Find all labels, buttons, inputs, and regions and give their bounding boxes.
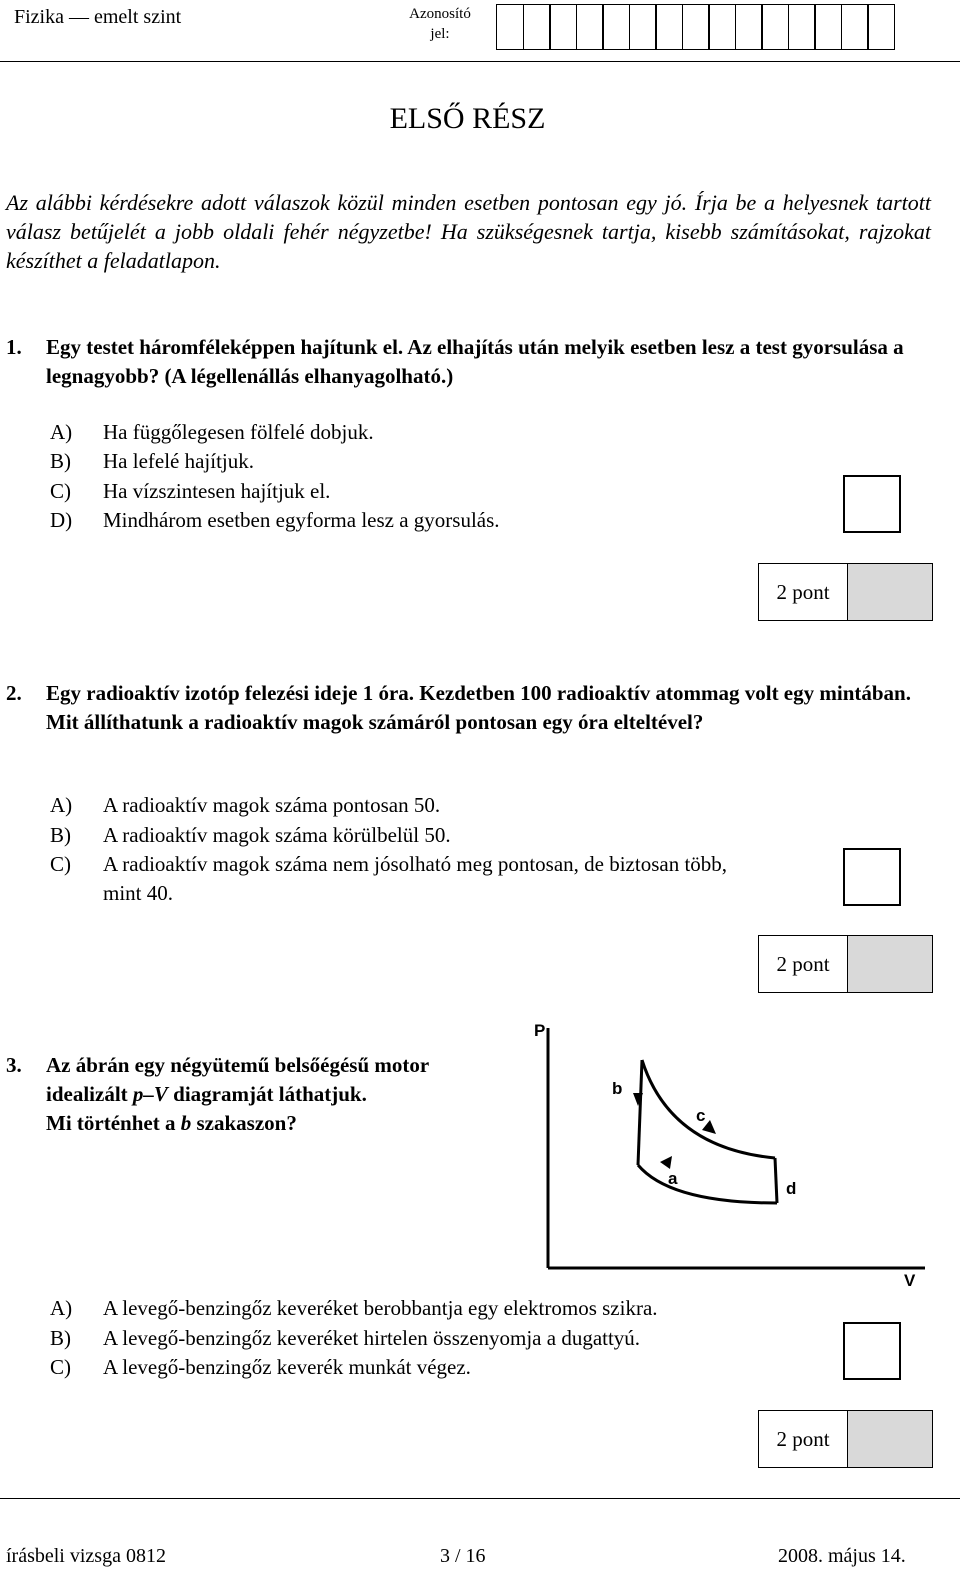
score-box-3	[758, 1410, 933, 1468]
id-box[interactable]	[549, 4, 577, 50]
page-title: ELSŐ RÉSZ	[389, 102, 546, 135]
option-b: B) A levegő-benzingőz keveréket hirtelen összenyomja a dugattyú.	[50, 1326, 641, 1350]
id-box[interactable]	[841, 4, 869, 50]
question-1	[6, 333, 926, 391]
arrows	[633, 1093, 716, 1169]
score-box-1	[758, 563, 933, 621]
option-a: A) A radioaktív magok száma pontosan 50.	[50, 793, 441, 817]
id-box[interactable]	[761, 4, 789, 50]
pv-diagram	[520, 1018, 940, 1290]
id-box[interactable]	[523, 4, 551, 50]
id-box[interactable]	[788, 4, 816, 50]
label-c: c	[696, 1106, 706, 1125]
question-text: Az ábrán egy négyütemű belsőégésű motor idealizált p–V diagramját láthatjuk. Mi történhet a b szakaszon?	[46, 1053, 430, 1135]
score-field[interactable]	[848, 1411, 932, 1467]
id-box[interactable]	[655, 4, 683, 50]
label-d: d	[786, 1179, 797, 1198]
option-b: B) Ha lefelé hajítjuk.	[50, 449, 255, 473]
answer-box-1[interactable]	[843, 475, 901, 533]
question-3	[6, 1051, 526, 1138]
header-divider	[0, 61, 960, 62]
question-number: 3.	[6, 1053, 22, 1077]
footer-date: 2008. május 14.	[778, 1545, 906, 1567]
footer-exam-code: írásbeli vizsga 0812	[6, 1545, 166, 1567]
score-box-2	[758, 935, 933, 993]
id-label: Azonosító jel:	[409, 6, 471, 42]
id-box[interactable]	[629, 4, 657, 50]
question-number: 1.	[6, 335, 22, 359]
footer-page-number: 3 / 16	[440, 1545, 486, 1567]
id-box[interactable]	[576, 4, 604, 50]
option-c: C) A levegő-benzingőz keverék munkát végez.	[50, 1355, 471, 1379]
segment-d	[775, 1158, 777, 1203]
option-a: A) Ha függőlegesen fölfelé dobjuk.	[50, 420, 374, 444]
score-field[interactable]	[848, 936, 932, 992]
id-box[interactable]	[814, 4, 842, 50]
x-axis-label: V	[904, 1271, 916, 1290]
option-d: D) Mindhárom esetben egyforma lesz a gyorsulás.	[50, 508, 500, 532]
id-box[interactable]	[602, 4, 630, 50]
id-box[interactable]	[682, 4, 710, 50]
score-field[interactable]	[848, 564, 932, 620]
score-label: 2 pont	[759, 564, 848, 620]
question-2	[6, 679, 926, 737]
subject-header: Fizika — emelt szint	[14, 6, 182, 28]
option-a: A) A levegő-benzingőz keveréket berobbantja egy elektromos szikra.	[50, 1296, 658, 1320]
segment-a	[638, 1165, 777, 1203]
label-b: b	[612, 1079, 623, 1098]
axes	[548, 1028, 925, 1268]
score-label: 2 pont	[759, 936, 848, 992]
id-box[interactable]	[708, 4, 736, 50]
footer-divider	[0, 1498, 960, 1499]
id-box[interactable]	[867, 4, 895, 50]
score-label: 2 pont	[759, 1411, 848, 1467]
arrow-a	[660, 1156, 672, 1169]
y-axis-label: P	[534, 1021, 546, 1040]
question-number: 2.	[6, 681, 22, 705]
option-b: B) A radioaktív magok száma körülbelül 50.	[50, 823, 451, 847]
segment-c	[642, 1060, 775, 1158]
id-box[interactable]	[496, 4, 524, 50]
option-c: C) A radioaktív magok száma nem jósolható meg pontosan, de biztosan több, mint 40.	[50, 852, 728, 905]
id-box[interactable]	[735, 4, 763, 50]
segment-b	[638, 1060, 642, 1165]
question-text: Egy radioaktív izotóp felezési ideje 1 óra. Kezdetben 100 radioaktív atommag volt egy mintában. Mit állíthatunk a radioaktív magok számáról pontosan egy óra elteltével?	[46, 681, 911, 734]
question-text: Egy testet háromféleképpen hajítunk el. Az elhajítás után melyik esetben lesz a test gyorsulása a legnagyobb? (A légellenállás elhanyagolható.)	[46, 335, 904, 388]
label-a: a	[668, 1169, 678, 1188]
instructions: Az alábbi kérdésekre adott válaszok közül minden esetben pontosan egy jó. Írja be a helyesnek tartott válasz betűjelét a jobb oldali fehér négyzetbe! Ha szükségesnek tartja, kisebb számításokat, rajzokat készíthet a feladatlapon.	[6, 190, 931, 273]
id-boxes	[496, 4, 894, 50]
answer-box-3[interactable]	[843, 1322, 901, 1380]
answer-box-2[interactable]	[843, 848, 901, 906]
option-c: C) Ha vízszintesen hajítjuk el.	[50, 479, 331, 503]
